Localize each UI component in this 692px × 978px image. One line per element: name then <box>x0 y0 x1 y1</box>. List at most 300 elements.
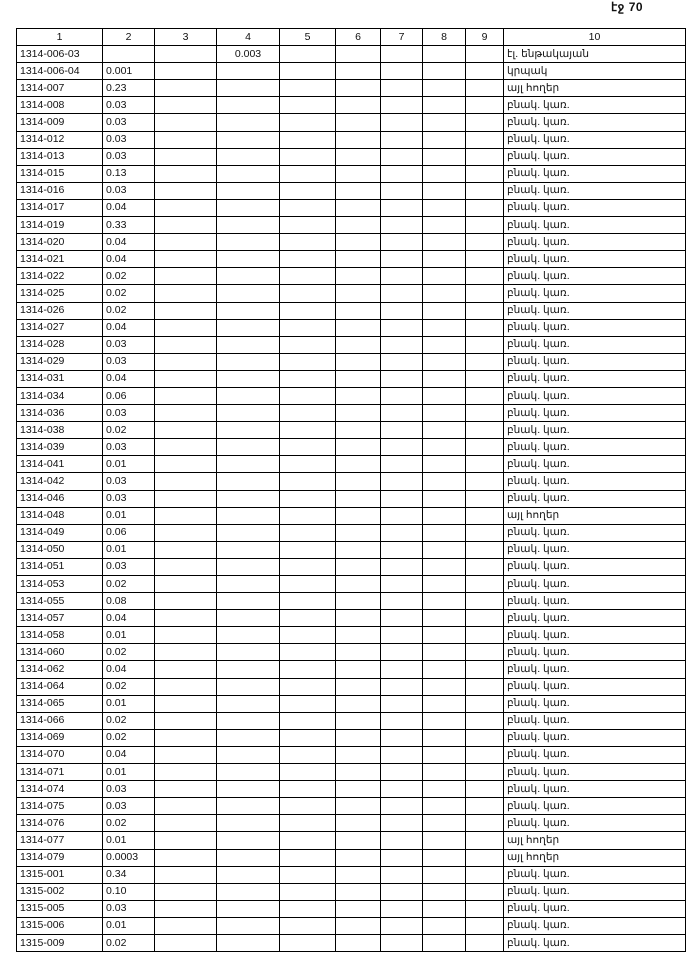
column-5-cell <box>280 558 336 575</box>
column-9-cell <box>466 80 504 97</box>
column-9-cell <box>466 798 504 815</box>
column-9-cell <box>466 148 504 165</box>
column-4-cell <box>217 712 280 729</box>
area-cell: 0.01 <box>103 507 155 524</box>
land-use-cell: բնակ. կառ. <box>504 353 686 370</box>
column-3-cell <box>155 302 217 319</box>
column-6-cell <box>336 114 381 131</box>
area-cell: 0.04 <box>103 370 155 387</box>
land-use-cell: բնակ. կառ. <box>504 610 686 627</box>
table-row <box>17 558 686 575</box>
area-cell: 0.04 <box>103 251 155 268</box>
column-8-cell <box>423 165 466 182</box>
column-3-cell <box>155 746 217 763</box>
table-row <box>17 644 686 661</box>
column-9-cell <box>466 302 504 319</box>
area-cell: 0.03 <box>103 131 155 148</box>
column-3-cell <box>155 490 217 507</box>
column-6-cell <box>336 883 381 900</box>
column-6-cell <box>336 798 381 815</box>
land-use-cell: բնակ. կառ. <box>504 576 686 593</box>
area-cell: 0.08 <box>103 593 155 610</box>
column-6-cell <box>336 439 381 456</box>
land-use-cell: բնակ. կառ. <box>504 148 686 165</box>
column-6-cell <box>336 815 381 832</box>
column-4-cell <box>217 593 280 610</box>
column-9-cell <box>466 319 504 336</box>
table-row <box>17 627 686 644</box>
column-3-cell <box>155 832 217 849</box>
column-4-cell <box>217 63 280 80</box>
column-7-cell <box>381 849 423 866</box>
table-row <box>17 832 686 849</box>
parcel-code-cell: 1314-036 <box>17 405 103 422</box>
parcel-code-cell: 1314-062 <box>17 661 103 678</box>
column-9-cell <box>466 558 504 575</box>
column-8-cell <box>423 319 466 336</box>
area-cell: 0.03 <box>103 182 155 199</box>
column-4-cell <box>217 490 280 507</box>
column-6-cell <box>336 764 381 781</box>
column-5-cell <box>280 456 336 473</box>
column-3-cell <box>155 234 217 251</box>
column-4-cell <box>217 695 280 712</box>
table-row <box>17 490 686 507</box>
column-3-cell <box>155 866 217 883</box>
land-use-cell: բնակ. կառ. <box>504 336 686 353</box>
table-row <box>17 456 686 473</box>
column-9-cell <box>466 524 504 541</box>
column-6-cell <box>336 729 381 746</box>
column-header: 9 <box>466 29 504 46</box>
land-use-cell: բնակ. կառ. <box>504 644 686 661</box>
column-8-cell <box>423 251 466 268</box>
column-9-cell <box>466 405 504 422</box>
land-use-cell: այլ հողեր <box>504 849 686 866</box>
column-header: 8 <box>423 29 466 46</box>
parcel-code-cell: 1315-006 <box>17 917 103 934</box>
area-cell: 0.02 <box>103 576 155 593</box>
table-row <box>17 148 686 165</box>
table-row <box>17 234 686 251</box>
column-7-cell <box>381 114 423 131</box>
column-9-cell <box>466 644 504 661</box>
parcel-code-cell: 1314-007 <box>17 80 103 97</box>
column-5-cell <box>280 781 336 798</box>
column-7-cell <box>381 456 423 473</box>
column-4-cell <box>217 917 280 934</box>
land-use-cell: բնակ. կառ. <box>504 541 686 558</box>
column-7-cell <box>381 268 423 285</box>
table-row <box>17 217 686 234</box>
parcel-code-cell: 1314-019 <box>17 217 103 234</box>
table-row <box>17 524 686 541</box>
column-4-cell <box>217 422 280 439</box>
column-5-cell <box>280 661 336 678</box>
land-use-cell: բնակ. կառ. <box>504 524 686 541</box>
table-row <box>17 934 686 951</box>
table-row <box>17 199 686 216</box>
column-6-cell <box>336 934 381 951</box>
area-cell: 0.03 <box>103 781 155 798</box>
column-6-cell <box>336 917 381 934</box>
parcel-code-cell: 1314-066 <box>17 712 103 729</box>
area-cell: 0.04 <box>103 199 155 216</box>
column-6-cell <box>336 199 381 216</box>
column-4-cell <box>217 832 280 849</box>
column-header: 3 <box>155 29 217 46</box>
column-3-cell <box>155 524 217 541</box>
table-row <box>17 866 686 883</box>
column-4-cell <box>217 387 280 404</box>
column-7-cell <box>381 473 423 490</box>
column-9-cell <box>466 678 504 695</box>
column-6-cell <box>336 251 381 268</box>
column-6-cell <box>336 268 381 285</box>
column-6-cell <box>336 80 381 97</box>
column-7-cell <box>381 217 423 234</box>
column-6-cell <box>336 182 381 199</box>
column-4-cell <box>217 576 280 593</box>
column-header: 10 <box>504 29 686 46</box>
column-7-cell <box>381 764 423 781</box>
column-5-cell <box>280 764 336 781</box>
land-use-cell: բնակ. կառ. <box>504 695 686 712</box>
area-cell: 0.03 <box>103 405 155 422</box>
column-4-cell <box>217 199 280 216</box>
area-cell: 0.0003 <box>103 849 155 866</box>
column-4-cell <box>217 97 280 114</box>
column-3-cell <box>155 610 217 627</box>
column-4-cell: 0.003 <box>217 46 280 63</box>
column-8-cell <box>423 729 466 746</box>
parcel-code-cell: 1314-058 <box>17 627 103 644</box>
column-4-cell <box>217 353 280 370</box>
column-6-cell <box>336 558 381 575</box>
column-5-cell <box>280 422 336 439</box>
column-4-cell <box>217 815 280 832</box>
column-7-cell <box>381 917 423 934</box>
area-cell <box>103 46 155 63</box>
column-3-cell <box>155 678 217 695</box>
column-3-cell <box>155 473 217 490</box>
table-row <box>17 97 686 114</box>
column-6-cell <box>336 490 381 507</box>
parcel-code-cell: 1314-020 <box>17 234 103 251</box>
land-use-cell: բնակ. կառ. <box>504 798 686 815</box>
column-9-cell <box>466 610 504 627</box>
column-9-cell <box>466 746 504 763</box>
column-9-cell <box>466 490 504 507</box>
table-row <box>17 319 686 336</box>
area-cell: 0.01 <box>103 541 155 558</box>
column-3-cell <box>155 148 217 165</box>
column-7-cell <box>381 695 423 712</box>
table-row <box>17 798 686 815</box>
column-5-cell <box>280 370 336 387</box>
column-5-cell <box>280 353 336 370</box>
area-cell: 0.02 <box>103 644 155 661</box>
parcel-code-cell: 1314-016 <box>17 182 103 199</box>
table-row <box>17 80 686 97</box>
column-7-cell <box>381 251 423 268</box>
column-6-cell <box>336 387 381 404</box>
column-5-cell <box>280 900 336 917</box>
column-7-cell <box>381 46 423 63</box>
column-7-cell <box>381 644 423 661</box>
column-4-cell <box>217 541 280 558</box>
column-5-cell <box>280 866 336 883</box>
column-5-cell <box>280 63 336 80</box>
area-cell: 0.02 <box>103 712 155 729</box>
column-8-cell <box>423 405 466 422</box>
land-use-cell: բնակ. կառ. <box>504 473 686 490</box>
land-use-cell: բնակ. կառ. <box>504 781 686 798</box>
table-row <box>17 268 686 285</box>
area-cell: 0.04 <box>103 234 155 251</box>
column-4-cell <box>217 182 280 199</box>
column-4-cell <box>217 781 280 798</box>
column-6-cell <box>336 405 381 422</box>
column-8-cell <box>423 80 466 97</box>
land-use-cell: բնակ. կառ. <box>504 302 686 319</box>
land-use-cell: բնակ. կառ. <box>504 234 686 251</box>
column-7-cell <box>381 302 423 319</box>
land-use-cell: բնակ. կառ. <box>504 627 686 644</box>
column-7-cell <box>381 781 423 798</box>
column-7-cell <box>381 541 423 558</box>
land-use-cell: բնակ. կառ. <box>504 917 686 934</box>
parcel-code-cell: 1314-048 <box>17 507 103 524</box>
parcel-code-cell: 1314-060 <box>17 644 103 661</box>
column-6-cell <box>336 302 381 319</box>
table-row <box>17 405 686 422</box>
column-3-cell <box>155 80 217 97</box>
column-7-cell <box>381 199 423 216</box>
area-cell: 0.06 <box>103 524 155 541</box>
parcel-code-cell: 1314-015 <box>17 165 103 182</box>
column-4-cell <box>217 234 280 251</box>
column-3-cell <box>155 319 217 336</box>
parcel-code-cell: 1314-028 <box>17 336 103 353</box>
column-9-cell <box>466 97 504 114</box>
column-3-cell <box>155 217 217 234</box>
column-9-cell <box>466 131 504 148</box>
column-3-cell <box>155 900 217 917</box>
parcel-code-cell: 1314-046 <box>17 490 103 507</box>
parcel-code-cell: 1314-038 <box>17 422 103 439</box>
column-9-cell <box>466 593 504 610</box>
column-6-cell <box>336 473 381 490</box>
column-5-cell <box>280 473 336 490</box>
column-4-cell <box>217 80 280 97</box>
column-5-cell <box>280 234 336 251</box>
column-8-cell <box>423 558 466 575</box>
area-cell: 0.03 <box>103 97 155 114</box>
column-6-cell <box>336 866 381 883</box>
column-3-cell <box>155 558 217 575</box>
column-8-cell <box>423 627 466 644</box>
column-3-cell <box>155 849 217 866</box>
area-cell: 0.001 <box>103 63 155 80</box>
parcel-code-cell: 1315-005 <box>17 900 103 917</box>
column-9-cell <box>466 165 504 182</box>
column-5-cell <box>280 97 336 114</box>
column-7-cell <box>381 934 423 951</box>
column-4-cell <box>217 934 280 951</box>
column-9-cell <box>466 917 504 934</box>
column-5-cell <box>280 46 336 63</box>
column-6-cell <box>336 319 381 336</box>
table-row <box>17 370 686 387</box>
table-row <box>17 917 686 934</box>
table-row <box>17 251 686 268</box>
column-5-cell <box>280 182 336 199</box>
column-3-cell <box>155 422 217 439</box>
column-5-cell <box>280 217 336 234</box>
land-use-cell: բնակ. կառ. <box>504 558 686 575</box>
column-5-cell <box>280 80 336 97</box>
column-7-cell <box>381 576 423 593</box>
column-8-cell <box>423 285 466 302</box>
column-6-cell <box>336 507 381 524</box>
area-cell: 0.01 <box>103 764 155 781</box>
column-5-cell <box>280 849 336 866</box>
parcel-code-cell: 1314-069 <box>17 729 103 746</box>
column-8-cell <box>423 439 466 456</box>
table-row <box>17 302 686 319</box>
land-use-cell: բնակ. կառ. <box>504 661 686 678</box>
column-7-cell <box>381 336 423 353</box>
column-4-cell <box>217 798 280 815</box>
area-cell: 0.01 <box>103 627 155 644</box>
column-8-cell <box>423 934 466 951</box>
land-use-cell: այլ հողեր <box>504 832 686 849</box>
column-3-cell <box>155 114 217 131</box>
area-cell: 0.03 <box>103 490 155 507</box>
parcel-code-cell: 1315-001 <box>17 866 103 883</box>
column-5-cell <box>280 917 336 934</box>
table-row <box>17 336 686 353</box>
column-9-cell <box>466 849 504 866</box>
table-row <box>17 746 686 763</box>
column-8-cell <box>423 456 466 473</box>
column-3-cell <box>155 97 217 114</box>
column-3-cell <box>155 644 217 661</box>
column-3-cell <box>155 405 217 422</box>
column-8-cell <box>423 422 466 439</box>
land-use-cell: կրպակ <box>504 63 686 80</box>
column-3-cell <box>155 251 217 268</box>
column-4-cell <box>217 558 280 575</box>
parcel-code-cell: 1315-009 <box>17 934 103 951</box>
column-8-cell <box>423 387 466 404</box>
column-4-cell <box>217 473 280 490</box>
column-5-cell <box>280 148 336 165</box>
area-cell: 0.03 <box>103 439 155 456</box>
table-row <box>17 131 686 148</box>
table-row <box>17 883 686 900</box>
column-8-cell <box>423 610 466 627</box>
column-6-cell <box>336 900 381 917</box>
column-8-cell <box>423 199 466 216</box>
parcel-code-cell: 1314-006-03 <box>17 46 103 63</box>
column-8-cell <box>423 661 466 678</box>
column-6-cell <box>336 781 381 798</box>
column-9-cell <box>466 627 504 644</box>
column-9-cell <box>466 370 504 387</box>
column-6-cell <box>336 370 381 387</box>
column-7-cell <box>381 866 423 883</box>
parcel-code-cell: 1314-039 <box>17 439 103 456</box>
table-row <box>17 900 686 917</box>
page-number-label: էջ 70 <box>611 0 644 14</box>
area-cell: 0.03 <box>103 798 155 815</box>
parcel-code-cell: 1314-049 <box>17 524 103 541</box>
table-row <box>17 473 686 490</box>
parcel-code-cell: 1314-012 <box>17 131 103 148</box>
column-9-cell <box>466 182 504 199</box>
column-4-cell <box>217 627 280 644</box>
table-row <box>17 165 686 182</box>
column-3-cell <box>155 934 217 951</box>
column-7-cell <box>381 712 423 729</box>
area-cell: 0.03 <box>103 114 155 131</box>
column-3-cell <box>155 593 217 610</box>
area-cell: 0.01 <box>103 832 155 849</box>
table-row <box>17 387 686 404</box>
column-9-cell <box>466 815 504 832</box>
column-3-cell <box>155 370 217 387</box>
table-body <box>17 29 686 952</box>
column-8-cell <box>423 507 466 524</box>
land-use-cell: բնակ. կառ. <box>504 866 686 883</box>
column-9-cell <box>466 114 504 131</box>
column-6-cell <box>336 422 381 439</box>
column-6-cell <box>336 712 381 729</box>
column-8-cell <box>423 46 466 63</box>
parcel-code-cell: 1314-074 <box>17 781 103 798</box>
parcel-code-cell: 1314-071 <box>17 764 103 781</box>
column-3-cell <box>155 883 217 900</box>
column-4-cell <box>217 439 280 456</box>
column-5-cell <box>280 695 336 712</box>
column-5-cell <box>280 131 336 148</box>
column-6-cell <box>336 131 381 148</box>
parcel-code-cell: 1315-002 <box>17 883 103 900</box>
area-cell: 0.01 <box>103 917 155 934</box>
column-7-cell <box>381 815 423 832</box>
column-8-cell <box>423 883 466 900</box>
land-use-cell: բնակ. կառ. <box>504 934 686 951</box>
area-cell: 0.34 <box>103 866 155 883</box>
column-4-cell <box>217 900 280 917</box>
column-7-cell <box>381 285 423 302</box>
land-register-table <box>16 28 686 952</box>
parcel-code-cell: 1314-055 <box>17 593 103 610</box>
column-5-cell <box>280 285 336 302</box>
column-7-cell <box>381 387 423 404</box>
table-row <box>17 729 686 746</box>
column-5-cell <box>280 627 336 644</box>
table-row <box>17 661 686 678</box>
area-cell: 0.02 <box>103 302 155 319</box>
column-5-cell <box>280 593 336 610</box>
column-8-cell <box>423 695 466 712</box>
land-use-cell: բնակ. կառ. <box>504 251 686 268</box>
parcel-code-cell: 1314-006-04 <box>17 63 103 80</box>
land-use-cell: բնակ. կառ. <box>504 678 686 695</box>
